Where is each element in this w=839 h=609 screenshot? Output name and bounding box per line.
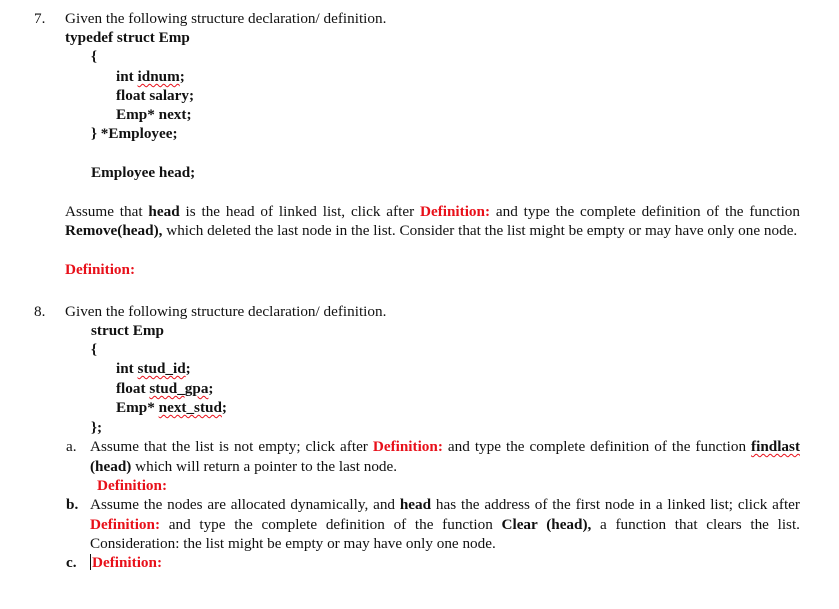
spellcheck-word: next_stud [158,399,222,416]
q8-code-field-stud-gpa: float stud_gpa; [116,380,214,397]
spellcheck-word: stud_id [137,360,186,377]
q8-code-close: }; [91,419,103,436]
q8-code-struct: struct Emp [91,322,164,339]
definition-keyword: Definition: [372,438,443,455]
question-7-intro: Given the following structure declaration/ definition. [65,10,387,27]
part-a-marker: a. [66,438,77,455]
q8-code-open-brace: { [91,341,97,358]
q7-code-field-salary: float salary; [116,87,195,104]
q7-code-field-idnum: int idnum; [116,68,185,85]
q7-code-open-brace: { [91,48,97,65]
question-7-number: 7. [34,10,46,27]
spellcheck-word: idnum [137,68,180,85]
text-cursor [90,554,91,570]
q7-code-typedef: typedef struct Emp [65,29,190,46]
q8-code-field-next-stud: Emp* next_stud; [116,399,227,416]
part-c-marker: c. [66,554,77,571]
spellcheck-word: findlast [751,438,800,455]
part-a-paragraph: Assume that the list is not empty; click after Definition: and type the complete definition of the function findlast (head) which will return a pointer to the last node. [90,438,800,475]
part-a-definition-answer[interactable]: Definition: [97,477,168,494]
question-8-intro: Given the following structure declaration/ definition. [65,303,387,320]
part-b-paragraph: Assume the nodes are allocated dynamically, and head has the address of the first node in a linked list; click after Definition: and type the complete definition of the function Clear (head), a function that clears the list. Consideration: the list might be empty or may have only one node. [90,496,800,552]
part-b-marker: b. [66,496,79,513]
spellcheck-word: stud_gpa [149,380,209,397]
definition-keyword: Definition: [419,203,491,220]
definition-keyword: Definition: [90,515,161,533]
question-8-number: 8. [34,303,46,320]
q8-code-field-stud-id: int stud_id; [116,360,191,377]
q7-code-var-decl: Employee head; [91,164,196,181]
part-c-definition-answer[interactable]: Definition: [92,554,163,571]
q7-code-field-next: Emp* next; [116,106,192,123]
q7-code-close: } *Employee; [91,125,178,142]
q7-definition-answer[interactable]: Definition: [65,261,136,278]
question-7-paragraph: Assume that head is the head of linked list, click after Definition: and type the complete definition of the function Remove(head), which deleted the last node in the list. Consider that the list might be empty or may have only one node. [65,203,800,239]
